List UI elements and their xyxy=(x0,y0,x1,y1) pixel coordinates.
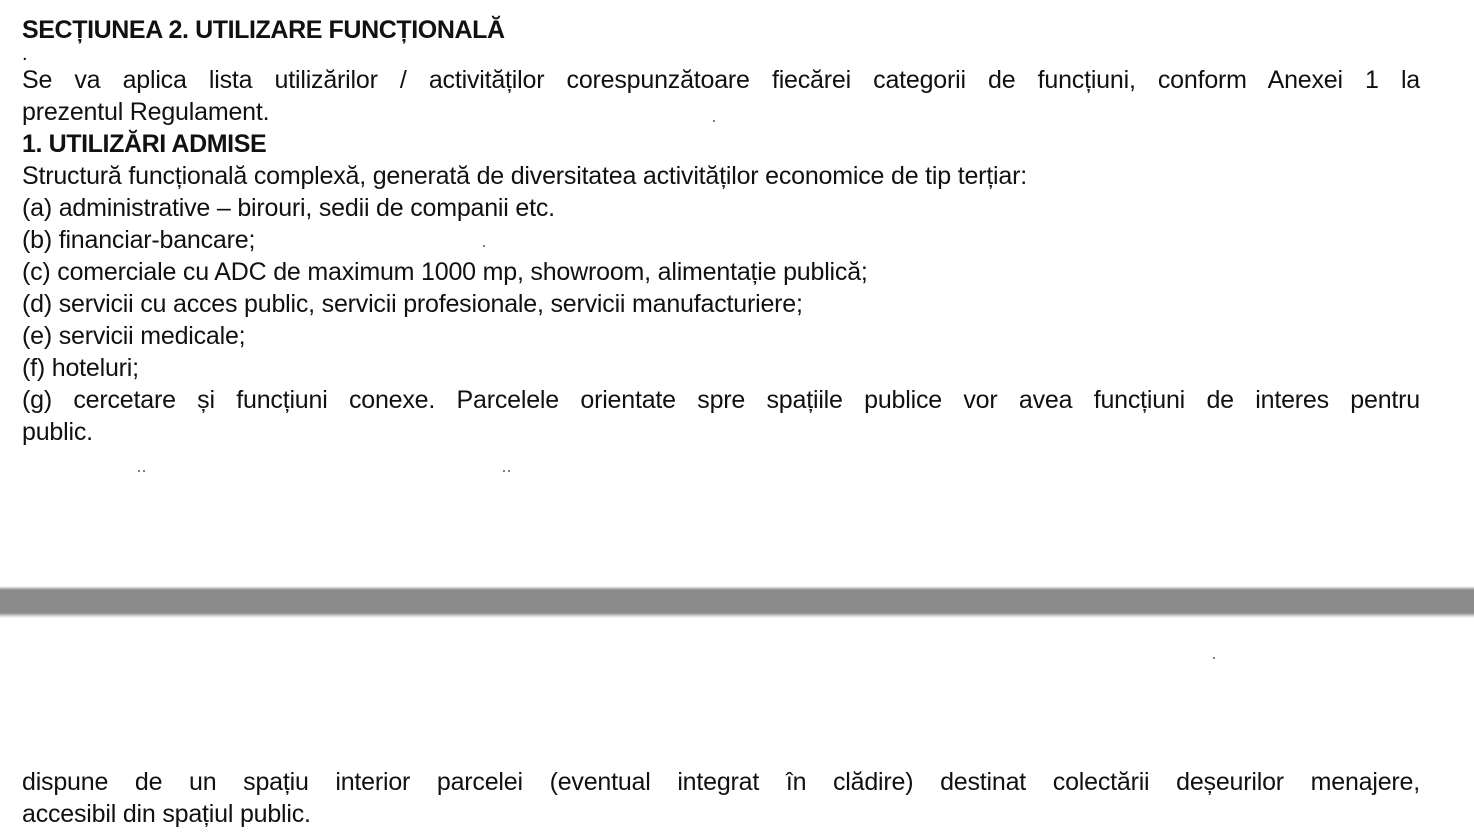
list-item-g-paragraph xyxy=(22,384,1420,416)
page-separator xyxy=(0,586,1474,618)
scan-speck xyxy=(508,470,510,472)
list-item-c: (c) comerciale cu ADC de maximum 1000 mp, showroom, alimentație publică; xyxy=(22,258,868,286)
intro-paragraph xyxy=(22,64,1420,96)
scan-speck xyxy=(713,120,715,122)
intro-line-2: prezentul Regulament. xyxy=(22,98,270,126)
scan-speck xyxy=(138,470,140,472)
scan-speck xyxy=(503,470,505,472)
bottom-line-2: accesibil din spațiul public. xyxy=(22,800,311,828)
scan-speck xyxy=(143,470,145,472)
list-item-d: (d) servicii cu acces public, servicii profesionale, servicii manufacturiere; xyxy=(22,290,803,318)
lead-text: Structură funcțională complexă, generată de diversitatea activităților economice de tip terțiar: xyxy=(22,162,1027,190)
list-item-e: (e) servicii medicale; xyxy=(22,322,246,350)
section-2-content xyxy=(22,14,1422,448)
list-item-a: (a) administrative – birouri, sedii de companii etc. xyxy=(22,194,555,222)
list-item-g-continuation: public. xyxy=(22,418,93,446)
subheading-admitted-uses: 1. UTILIZĂRI ADMISE xyxy=(22,130,267,158)
bottom-paragraph xyxy=(22,766,1420,798)
list-item-b: (b) financiar-bancare; xyxy=(22,226,256,254)
scan-marker: . xyxy=(22,43,28,65)
page-bottom-content xyxy=(22,766,1422,830)
scan-speck xyxy=(1213,657,1215,659)
list-item-f: (f) hoteluri; xyxy=(22,354,139,382)
intro-line-1: Se va aplica lista utilizărilor / activităților corespunzătoare fiecărei categorii de funcțiuni, conform Anexei 1 la xyxy=(22,66,1420,94)
scan-speck xyxy=(483,245,485,247)
section-heading: SECȚIUNEA 2. UTILIZARE FUNCȚIONALĂ xyxy=(22,16,505,44)
bottom-line-1: dispune de un spațiu interior parcelei (eventual integrat în clădire) destinat colectării deșeurilor menajere, xyxy=(22,768,1420,796)
list-item-g: (g) cercetare și funcțiuni conexe. Parcelele orientate spre spațiile publice vor avea funcțiuni de interes pentru xyxy=(22,386,1420,414)
